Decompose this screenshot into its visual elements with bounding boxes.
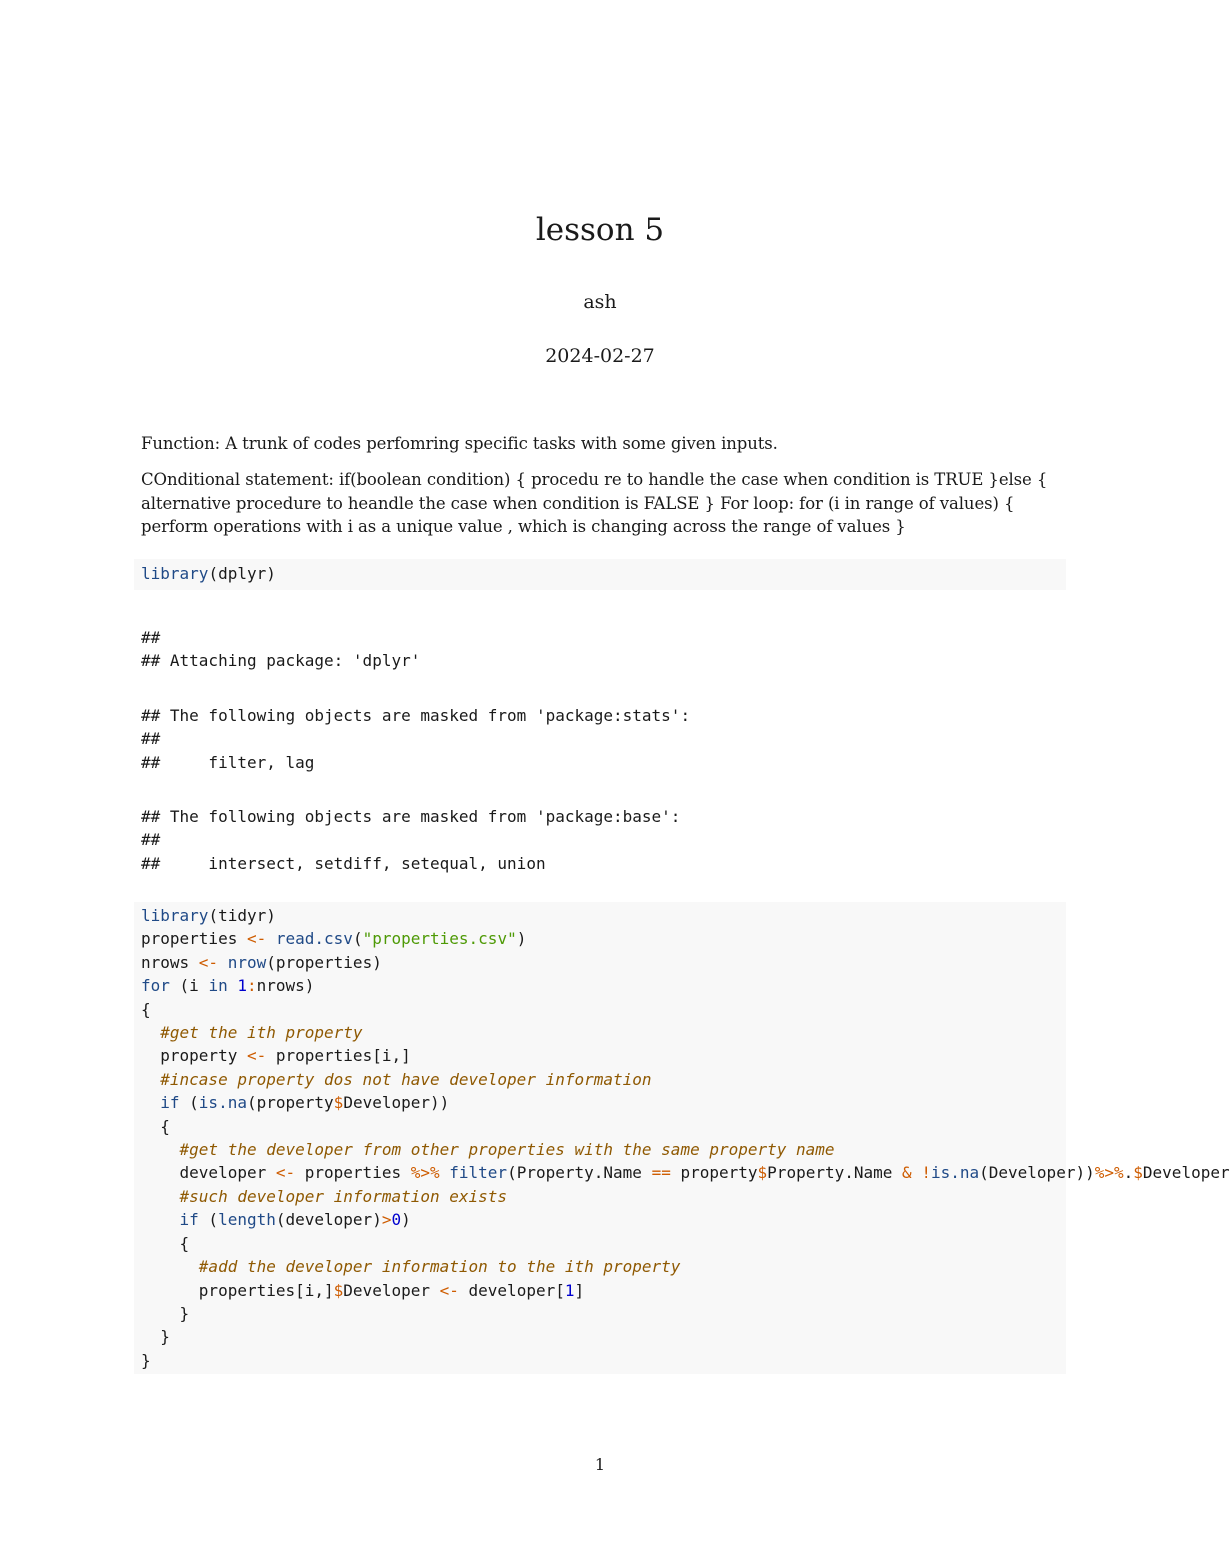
code-token: nrows — [141, 952, 199, 972]
code-token — [440, 1163, 450, 1182]
code-token: nrow — [227, 952, 267, 972]
code-token: (developer) — [275, 1210, 382, 1230]
code-token: ] — [574, 1280, 585, 1300]
code-token: (Property.Name — [507, 1163, 652, 1183]
code-token: (properties) — [266, 952, 382, 972]
code-token — [141, 1023, 160, 1042]
code-token: properties[i,] — [266, 1046, 411, 1066]
code-token: Developer — [1142, 1163, 1230, 1183]
output-masked-stats — [134, 704, 1066, 774]
code-token: <- — [198, 952, 219, 972]
code-token: ! — [921, 1163, 931, 1183]
code-token: Developer)) — [343, 1093, 450, 1113]
code-token — [228, 976, 238, 995]
code-token: ) — [516, 929, 527, 949]
code-token: 1 — [564, 1280, 575, 1300]
code-token: } — [141, 1350, 151, 1370]
code-token — [141, 1140, 180, 1159]
code-token: } — [141, 1303, 190, 1323]
code-token: { — [141, 1116, 170, 1136]
code-token: 1 — [237, 976, 247, 996]
code-token: #incase property dos not have developer information — [160, 1069, 652, 1089]
code-token: ) — [401, 1210, 411, 1230]
code-token: %>% — [410, 1163, 440, 1183]
document-author: ash — [583, 291, 617, 313]
code-token: } — [141, 1327, 170, 1347]
code-token — [141, 1093, 160, 1112]
code-token — [141, 1257, 199, 1276]
output-text: ## ## Attaching package: 'dplyr' — [141, 628, 421, 671]
code-token — [141, 1210, 180, 1229]
output-masked-base — [134, 805, 1066, 875]
code-token: (property — [246, 1093, 334, 1113]
code-token: read.csv — [275, 929, 353, 949]
code-token: is.na — [930, 1163, 980, 1183]
code-text — [134, 902, 1230, 1372]
code-token: { — [141, 999, 151, 1019]
code-token: #such developer information exists — [179, 1186, 508, 1206]
code-token: == — [651, 1163, 671, 1183]
code-token: developer[ — [458, 1280, 565, 1300]
code-token: #add the developer information to the ith property — [198, 1257, 681, 1277]
code-token: for — [141, 976, 170, 996]
code-token: "properties.csv" — [362, 929, 517, 949]
code-token: property — [670, 1163, 758, 1183]
code-token — [912, 1163, 922, 1182]
document-title: lesson 5 — [535, 212, 665, 248]
output-attaching-package — [134, 626, 1066, 673]
code-token: $ — [333, 1093, 344, 1113]
code-token: (i — [169, 976, 209, 996]
output-text: ## The following objects are masked from 'package:stats': ## ## filter, lag — [141, 706, 691, 772]
code-token: (dplyr) — [208, 564, 276, 583]
code-token: (Developer)) — [979, 1163, 1095, 1183]
code-chunk-library-dplyr — [134, 559, 1066, 590]
code-token: nrows) — [256, 976, 315, 996]
code-token: length — [218, 1210, 276, 1230]
code-token: & — [902, 1163, 912, 1183]
code-token: in — [208, 976, 228, 996]
code-token: properties — [141, 929, 247, 949]
code-token: is.na — [198, 1093, 247, 1113]
code-token: > — [381, 1210, 392, 1230]
code-token: ( — [352, 929, 363, 949]
code-token: property — [141, 1046, 247, 1066]
code-token: developer — [141, 1163, 276, 1183]
code-token: { — [141, 1233, 190, 1253]
code-token: #get the developer from other properties with the same property name — [179, 1140, 835, 1160]
code-token: library — [141, 564, 209, 583]
code-token: filter — [449, 1163, 508, 1183]
code-token: : — [246, 976, 257, 996]
paragraph-function: Function: A trunk of codes perfomring specific tasks with some given inputs. — [141, 434, 778, 453]
code-token: $ — [333, 1280, 344, 1300]
code-token: <- — [439, 1280, 459, 1300]
code-text — [134, 559, 1066, 585]
code-token: library — [141, 906, 209, 925]
code-token: #get the ith property — [160, 1023, 363, 1043]
code-token — [141, 1187, 180, 1206]
code-token — [266, 929, 276, 948]
code-token: %>% — [1094, 1163, 1124, 1183]
code-token: 0 — [391, 1210, 402, 1230]
code-token: if — [160, 1093, 180, 1113]
code-token — [218, 953, 228, 972]
code-token: properties — [295, 1163, 411, 1183]
code-token — [141, 1070, 160, 1089]
code-token: properties[i,] — [141, 1280, 334, 1300]
code-token: <- — [246, 929, 267, 949]
code-token: ( — [198, 1210, 219, 1230]
code-token: <- — [246, 1046, 267, 1066]
code-token: $ — [757, 1163, 768, 1183]
output-text: ## The following objects are masked from 'package:base': ## ## intersect, setdiff, setequal, union — [141, 807, 681, 873]
code-token: if — [179, 1210, 199, 1230]
page-number: 1 — [594, 1455, 606, 1474]
code-token: ( — [179, 1093, 199, 1113]
code-token: Developer — [343, 1280, 440, 1300]
code-token: Property.Name — [767, 1163, 903, 1183]
code-token: . — [1123, 1163, 1134, 1183]
code-token: $ — [1133, 1163, 1143, 1183]
document-date: 2024-02-27 — [545, 345, 655, 367]
paragraph-conditional: COnditional statement: if(boolean condition) { procedu re to handle the case when condition is TRUE }else { alternative procedure to heandle the case when condition is FALSE } For loop: for (i in range of values) { perform operations with i as a unique value , which is changing across the range of values } — [141, 470, 1048, 536]
code-token: <- — [275, 1163, 296, 1183]
code-chunk-for-loop — [134, 902, 1230, 1374]
code-token: (tidyr) — [208, 906, 276, 925]
